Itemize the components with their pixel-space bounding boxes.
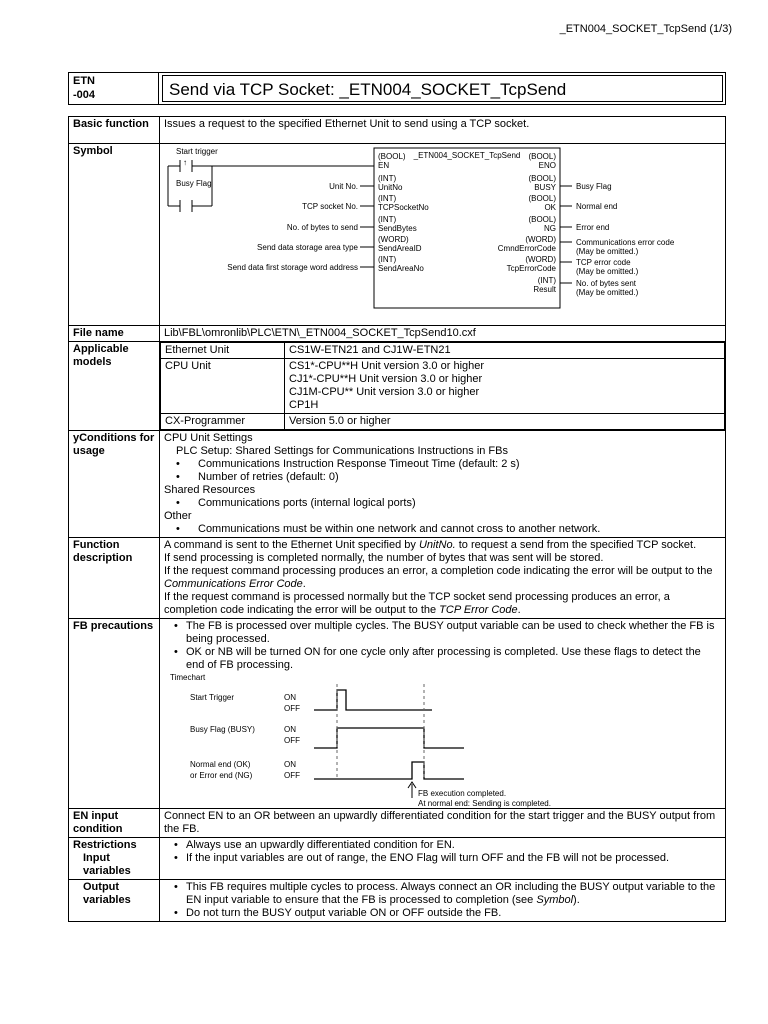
basic-function-text: Issues a request to the specified Ethernet Unit to send using a TCP socket. <box>160 117 726 144</box>
pin-type: (INT) <box>378 215 397 224</box>
busy-flag-contact-label: Busy Flag <box>176 179 212 188</box>
label-function-description: Function description <box>69 538 160 619</box>
rising-edge-icon: ↑ <box>183 158 187 167</box>
page-header: _ETN004_SOCKET_TcpSend (1/3) <box>559 23 732 35</box>
cpu-unit-values <box>285 359 725 414</box>
fd-italic: TCP Error Code <box>439 604 518 616</box>
conditions-cell <box>160 431 726 538</box>
timechart <box>164 672 724 808</box>
label-applicable-models: Applicable models <box>69 342 160 431</box>
fd-text: . <box>517 604 521 616</box>
pin-label: Communications error code <box>576 238 675 247</box>
label-file-name: File name <box>69 326 160 342</box>
pin-type: (WORD) <box>525 255 556 264</box>
row-applicable-models <box>69 342 726 431</box>
pin-name: UnitNo <box>378 183 403 192</box>
cpu-value: CP1H <box>289 399 319 411</box>
pin-label: Normal end <box>576 202 618 211</box>
pin-label: Send data first storage word address <box>227 263 358 272</box>
pin-type: (BOOL) <box>528 215 556 224</box>
input-variables-label: Input variables <box>83 852 131 877</box>
pin-type: (WORD) <box>378 235 409 244</box>
title-box <box>68 72 726 105</box>
page-title: Send via TCP Socket: _ETN004_SOCKET_TcpSend <box>162 75 723 102</box>
en-input-text: Connect EN to an OR between an upwardly differentiated condition for the start trigger and the BUSY output from the FB. <box>160 809 726 838</box>
pin-type: (INT) <box>378 174 397 183</box>
timechart-note1: FB execution completed. <box>418 789 507 798</box>
output-variables-label: Output variables <box>83 881 131 906</box>
fd-p3 <box>164 565 721 591</box>
row-basic-function <box>69 117 726 144</box>
pin-name: Result <box>533 285 556 294</box>
restriction-text: ). <box>573 894 580 906</box>
left-pins <box>227 152 429 273</box>
pin-label: TCP socket No. <box>302 202 358 211</box>
on-label: ON <box>284 760 296 769</box>
condition-bullet: • Communications ports (internal logical ports) <box>164 497 721 510</box>
applicable-models-cell <box>160 342 726 431</box>
pin-label: Error end <box>576 223 610 232</box>
pin-type: (INT) <box>537 276 556 285</box>
pin-name: EN <box>378 161 390 170</box>
pin-type: (BOOL) <box>528 194 556 203</box>
timechart-note2: At normal end: Sending is completed. <box>418 799 551 808</box>
pin-label: No. of bytes to send <box>286 223 358 232</box>
label-output-variables <box>69 880 160 922</box>
pin-type: (BOOL) <box>528 174 556 183</box>
row-conditions <box>69 431 726 538</box>
pin-name: OK <box>544 203 556 212</box>
fd-text: . <box>302 578 306 590</box>
row-function-description <box>69 538 726 619</box>
pin-name: SendBytes <box>378 224 417 233</box>
pin-name: SendAreaID <box>378 244 422 253</box>
pin-label: Busy Flag <box>576 182 612 191</box>
fd-text: If the request command processing produces an error, a completion code indicating the error will be output to the <box>164 565 713 577</box>
function-description-cell <box>160 538 726 619</box>
shared-resources: Shared Resources <box>164 484 256 496</box>
off-label: OFF <box>284 771 300 780</box>
output-variables-cell <box>160 880 726 922</box>
cpu-unit-label: CPU Unit <box>161 359 285 414</box>
code-line1: ETN <box>73 75 95 87</box>
pin-label: Unit No. <box>329 182 358 191</box>
cpu-value: CS1*-CPU**H Unit version 3.0 or higher <box>289 360 485 372</box>
restriction-bullet: • Always use an upwardly differentiated condition for EN. <box>164 839 721 852</box>
off-label: OFF <box>284 736 300 745</box>
pin-name: SendAreaNo <box>378 264 424 273</box>
label-en-input: EN input condition <box>69 809 160 838</box>
precaution-bullet: • OK or NB will be turned ON for one cycle only after processing is completed. Use these flags to detect the end of FB processing. <box>164 646 721 672</box>
pin-type: (INT) <box>378 194 397 203</box>
signal-ok-line2: or Error end (NG) <box>190 771 253 780</box>
pin-label: No. of bytes sent <box>576 279 637 288</box>
restriction-text: This FB requires multiple cycles to process. Always connect an OR including the BUSY output variable to the EN input variable to ensure that the FB is processed to completion (see <box>186 881 716 906</box>
row-restrictions-output <box>69 880 726 922</box>
timechart-title: Timechart <box>170 673 206 682</box>
fb-precautions-cell <box>160 619 726 809</box>
restriction-bullet <box>164 881 721 907</box>
fd-p1 <box>164 539 721 552</box>
start-trigger-wave <box>314 690 432 710</box>
condition-bullet: • Communications Instruction Response Timeout Time (default: 2 s) <box>164 458 721 471</box>
fd-text: A command is sent to the Ethernet Unit specified by <box>164 539 419 551</box>
label-conditions: yConditions for usage <box>69 431 160 538</box>
signal-busy: Busy Flag (BUSY) <box>190 725 255 734</box>
restriction-bullet: • Do not turn the BUSY output variable ON or OFF outside the FB. <box>164 907 721 920</box>
pin-type: (BOOL) <box>378 152 406 161</box>
pin-name: CmndErrorCode <box>497 244 556 253</box>
pin-name: NG <box>544 224 556 233</box>
fd-italic: UnitNo. <box>418 539 456 551</box>
symbol-cell <box>160 144 726 326</box>
function-code <box>69 73 159 104</box>
start-trigger-label: Start trigger <box>176 147 218 156</box>
restrictions-label: Restrictions <box>73 839 137 851</box>
restriction-bullet: • If the input variables are out of range, the ENO Flag will turn OFF and the FB will not be processed. <box>164 852 721 865</box>
cpu-settings: CPU Unit Settings <box>164 432 253 444</box>
pin-label: Send data storage area type <box>257 243 358 252</box>
cpu-value: CJ1*-CPU**H Unit version 3.0 or higher <box>289 373 483 385</box>
fd-text: If the request command is processed normally but the TCP socket send processing produces an error, a completion code indicating the error will be output to the <box>164 591 670 616</box>
on-label: ON <box>284 693 296 702</box>
pin-name: TCPSocketNo <box>378 203 429 212</box>
row-file-name <box>69 326 726 342</box>
pin-type: (BOOL) <box>528 152 556 161</box>
fb-symbol-diagram <box>160 144 726 321</box>
precaution-bullet: • The FB is processed over multiple cycles. The BUSY output variable can be used to check whether the FB is being processed. <box>164 620 721 646</box>
pin-note: (May be omitted.) <box>576 288 639 297</box>
pin-type: (INT) <box>378 255 397 264</box>
fd-italic: Communications Error Code <box>164 578 303 590</box>
condition-bullet: • Communications must be within one network and cannot cross to another network. <box>164 523 721 536</box>
restriction-italic: Symbol <box>536 894 574 906</box>
label-basic-function: Basic function <box>69 117 160 144</box>
spec-table <box>68 116 726 922</box>
pin-name: ENO <box>538 161 556 170</box>
label-restrictions <box>69 838 160 880</box>
cx-programmer-label: CX-Programmer <box>161 414 285 430</box>
pin-label: TCP error code <box>576 258 631 267</box>
pin-name: TcpErrorCode <box>506 264 556 273</box>
off-label: OFF <box>284 704 300 713</box>
pin-type: (WORD) <box>525 235 556 244</box>
fd-p2: If send processing is completed normally, the number of bytes that was sent will be stored. <box>164 552 604 564</box>
ethernet-unit-value: CS1W-ETN21 and CJ1W-ETN21 <box>285 343 725 359</box>
plc-setup: PLC Setup: Shared Settings for Communications Instructions in FBs <box>176 445 508 457</box>
condition-bullet: • Number of retries (default: 0) <box>164 471 721 484</box>
file-name-text: Lib\FBL\omronlib\PLC\ETN\_ETN004_SOCKET_TcpSend10.cxf <box>160 326 726 342</box>
row-fb-precautions <box>69 619 726 809</box>
pin-name: BUSY <box>534 183 556 192</box>
cpu-value: CJ1M-CPU** Unit version 3.0 or higher <box>289 386 480 398</box>
models-table <box>160 342 725 430</box>
signal-start-trigger: Start Trigger <box>190 693 235 702</box>
row-restrictions-input <box>69 838 726 880</box>
row-en-input <box>69 809 726 838</box>
ethernet-unit-label: Ethernet Unit <box>161 343 285 359</box>
code-line2: -004 <box>73 89 96 101</box>
fb-name: _ETN004_SOCKET_TcpSend <box>413 151 521 160</box>
cx-programmer-value: Version 5.0 or higher <box>285 414 725 430</box>
input-variables-cell <box>160 838 726 880</box>
fd-text: to request a send from the specified TCP socket. <box>455 539 697 551</box>
pin-note: (May be omitted.) <box>576 247 639 256</box>
right-pins <box>498 152 675 297</box>
fd-p4 <box>164 591 721 617</box>
row-symbol <box>69 144 726 326</box>
pin-note: (May be omitted.) <box>576 267 639 276</box>
on-label: ON <box>284 725 296 734</box>
label-fb-precautions: FB precautions <box>69 619 160 809</box>
label-symbol: Symbol <box>69 144 160 326</box>
other: Other <box>164 510 192 522</box>
signal-ok-line1: Normal end (OK) <box>190 760 251 769</box>
